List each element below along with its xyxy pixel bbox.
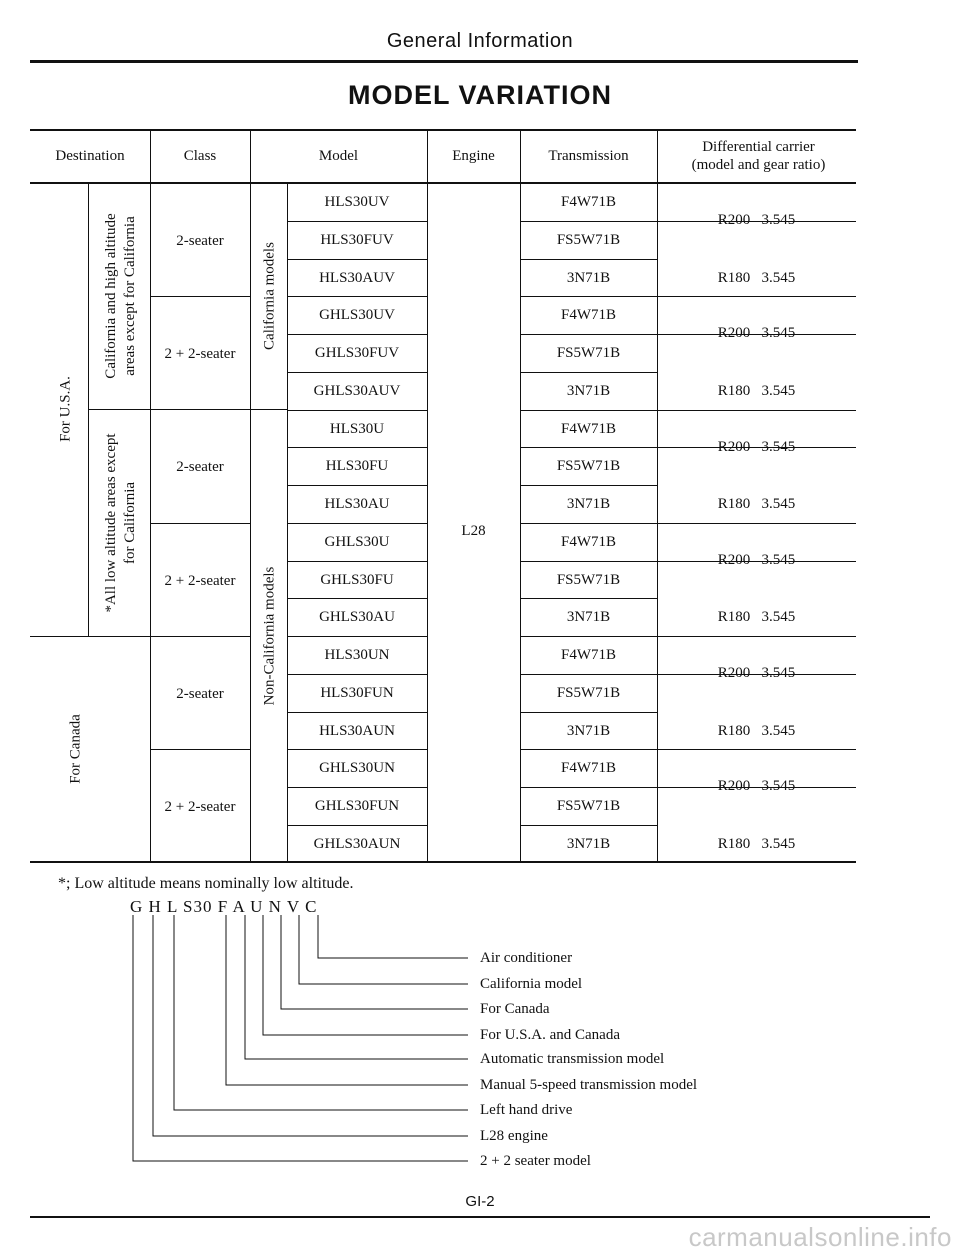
dest-usa: For U.S.A. (57, 376, 74, 442)
class-cell: 2-seater (176, 459, 224, 475)
page-number: GI-2 (465, 1193, 495, 1210)
legend-item: For U.S.A. and Canada (480, 1027, 620, 1043)
transmission-cell: FS5W71B (556, 685, 621, 701)
model-cell: HLS30AUN (319, 723, 395, 739)
model-cell: GHLS30FU (320, 572, 394, 588)
dest-canada: For Canada (67, 714, 84, 784)
transmission-cell: F4W71B (560, 647, 616, 663)
legend-item: Left hand drive (480, 1102, 573, 1118)
col-engine: Engine (452, 148, 495, 164)
transmission-cell: 3N71B (566, 496, 611, 512)
class-cell: 2 + 2-seater (164, 346, 236, 362)
model-cell: HLS30FU (325, 458, 389, 474)
differential-cell: R180 3.545 (717, 270, 796, 286)
transmission-cell: FS5W71B (556, 458, 621, 474)
differential-cell: R200 3.545 (717, 552, 796, 568)
model-cell: GHLS30UN (319, 760, 395, 776)
transmission-cell: 3N71B (566, 836, 611, 852)
col-class: Class (183, 148, 217, 164)
differential-cell: R180 3.545 (717, 609, 796, 625)
col-differential: Differential carrier (model and gear ratio) (691, 139, 826, 173)
footer-rule (30, 1216, 930, 1218)
col-model: Model (318, 148, 359, 164)
class-cell: 2-seater (176, 686, 224, 702)
col-destination: Destination (55, 148, 125, 164)
transmission-cell: FS5W71B (556, 232, 621, 248)
model-cell: HLS30U (329, 421, 385, 437)
class-cell: 2 + 2-seater (164, 799, 236, 815)
class-cell: 2 + 2-seater (164, 573, 236, 589)
dest-usa-low-altitude: *All low altitude areas except for California (103, 433, 138, 613)
transmission-cell: FS5W71B (556, 798, 621, 814)
transmission-cell: F4W71B (560, 760, 616, 776)
model-cell: GHLS30FUN (314, 798, 400, 814)
engine-cell: L28 (461, 523, 486, 539)
transmission-cell: F4W71B (560, 307, 616, 323)
model-cell: GHLS30U (324, 534, 390, 550)
differential-cell: R180 3.545 (717, 383, 796, 399)
model-cell: HLS30FUN (320, 685, 394, 701)
differential-cell: R200 3.545 (717, 325, 796, 341)
transmission-cell: 3N71B (566, 270, 611, 286)
transmission-cell: FS5W71B (556, 572, 621, 588)
model-cell: HLS30AUV (319, 270, 395, 286)
legend-item: 2 + 2 seater model (480, 1153, 591, 1169)
model-cell: GHLS30AUV (313, 383, 401, 399)
page-title: MODEL VARIATION (348, 80, 612, 110)
model-cell: HLS30FUV (320, 232, 394, 248)
transmission-cell: 3N71B (566, 723, 611, 739)
model-cell: HLS30UN (324, 647, 390, 663)
group-california: California models (261, 242, 278, 350)
running-header: General Information (386, 30, 574, 52)
transmission-cell: F4W71B (560, 194, 616, 210)
differential-cell: R200 3.545 (717, 439, 796, 455)
transmission-cell: F4W71B (560, 534, 616, 550)
footnote: *; Low altitude means nominally low altitude. (58, 875, 354, 892)
legend-item: L28 engine (480, 1128, 548, 1144)
transmission-cell: F4W71B (560, 421, 616, 437)
legend-item: California model (480, 976, 583, 992)
transmission-cell: 3N71B (566, 609, 611, 625)
differential-cell: R180 3.545 (717, 496, 796, 512)
legend-item: Air conditioner (480, 950, 573, 966)
group-non-california: Non-California models (261, 566, 278, 706)
dest-usa-high-altitude: California and high altitude areas except for California (103, 213, 138, 379)
model-cell: GHLS30UV (319, 307, 395, 323)
differential-cell: R180 3.545 (717, 723, 796, 739)
class-cell: 2-seater (176, 233, 224, 249)
col-transmission: Transmission (548, 148, 629, 164)
model-cell: GHLS30AUN (313, 836, 401, 852)
transmission-cell: FS5W71B (556, 345, 621, 361)
model-cell: HLS30UV (324, 194, 390, 210)
model-cell: GHLS30AU (319, 609, 395, 625)
legend-item: Automatic transmission model (480, 1051, 665, 1067)
legend-item: Manual 5-speed transmission model (480, 1077, 698, 1093)
differential-cell: R200 3.545 (717, 778, 796, 794)
transmission-cell: 3N71B (566, 383, 611, 399)
model-cell: HLS30AU (324, 496, 390, 512)
legend-item: For Canada (480, 1001, 550, 1017)
watermark: carmanualsonline.info (688, 1222, 952, 1252)
differential-cell: R180 3.545 (717, 836, 796, 852)
differential-cell: R200 3.545 (717, 665, 796, 681)
differential-cell: R200 3.545 (717, 212, 796, 228)
model-code: G H L S30 F A U N V C (130, 897, 318, 916)
model-cell: GHLS30FUV (314, 345, 400, 361)
